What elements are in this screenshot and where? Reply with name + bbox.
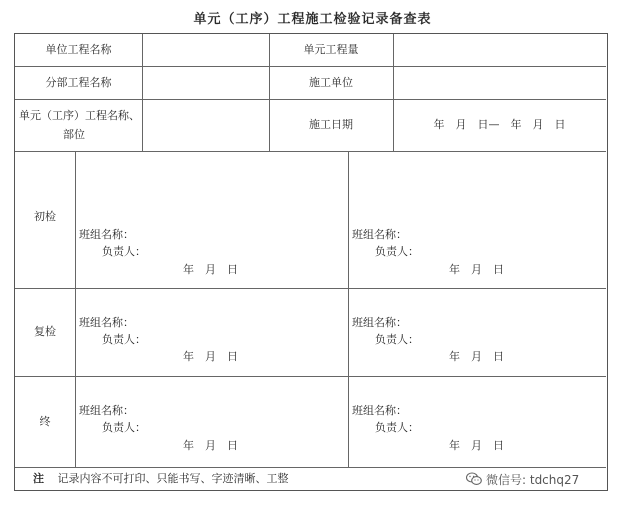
team-name-label: 班组名称： <box>352 228 407 241</box>
person-in-charge-label: 负责人： <box>102 333 146 346</box>
watermark <box>466 471 616 489</box>
division-project-name-label: 分部工程名称 <box>45 76 112 89</box>
sign-date: 年 月 日 <box>449 263 504 276</box>
wechat-icon <box>466 472 482 486</box>
team-name-label: 班组名称： <box>79 404 134 417</box>
sign-date: 年 月 日 <box>183 350 238 363</box>
construction-date-label: 施工日期 <box>309 118 353 131</box>
person-in-charge-label: 负责人： <box>375 245 419 258</box>
person-in-charge-label: 负责人： <box>375 421 419 434</box>
section-label-recheck: 复检 <box>34 325 56 338</box>
unit-project-name-label: 单位工程名称 <box>45 43 112 56</box>
team-name-label: 班组名称： <box>79 228 134 241</box>
element-name-label-line1: 单元（工序）工程名称、 <box>19 109 140 122</box>
sign-date: 年 月 日 <box>183 439 238 452</box>
team-name-label: 班组名称： <box>79 316 134 329</box>
person-in-charge-label: 负责人： <box>102 421 146 434</box>
note-text: 记录内容不可打印、只能书写、字迹清晰、工整 <box>57 472 289 485</box>
sign-date: 年 月 日 <box>449 350 504 363</box>
row-divider <box>15 99 606 100</box>
construction-date-value: 年 月 日— 年 月 日 <box>433 118 566 131</box>
col-divider <box>393 34 394 151</box>
unit-quantity-label: 单元工程量 <box>303 43 359 56</box>
section-label-final: 终 <box>39 415 51 428</box>
element-name-label-line2: 部位 <box>63 128 85 141</box>
section-label-initial: 初检 <box>34 210 56 223</box>
person-in-charge-label: 负责人： <box>102 245 146 258</box>
row-divider <box>15 288 606 289</box>
note-mark: 注 <box>33 472 44 485</box>
construction-unit-label: 施工单位 <box>309 76 353 89</box>
row-divider <box>15 467 606 468</box>
col-divider <box>348 151 349 467</box>
page-title: 单元（工序）工程施工检验记录备查表 <box>193 12 432 27</box>
element-name-label <box>19 108 141 143</box>
record-table <box>14 33 608 491</box>
watermark-text: 微信号: tdchq27 <box>486 473 580 487</box>
team-name-label: 班组名称： <box>352 316 407 329</box>
col-divider <box>75 151 76 467</box>
col-divider <box>142 34 143 151</box>
row-divider <box>15 376 606 377</box>
sign-date: 年 月 日 <box>449 439 504 452</box>
row-divider <box>15 151 606 152</box>
team-name-label: 班组名称： <box>352 404 407 417</box>
sign-date: 年 月 日 <box>183 263 238 276</box>
person-in-charge-label: 负责人： <box>375 333 419 346</box>
row-divider <box>15 66 606 67</box>
note-row <box>33 471 473 487</box>
